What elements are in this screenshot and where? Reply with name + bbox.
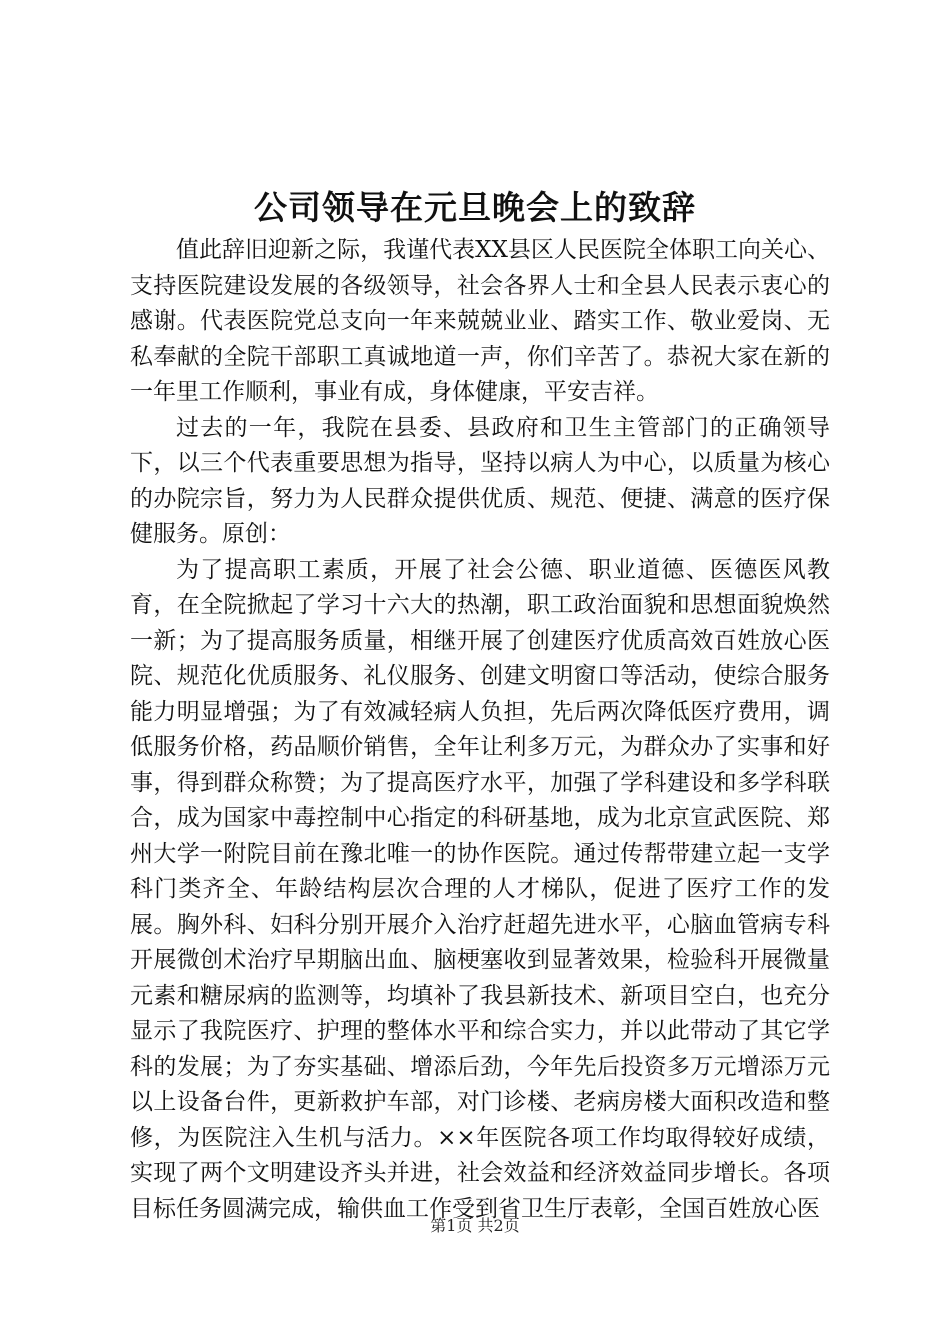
paragraph-achievements: 为了提高职工素质，开展了社会公德、职业道德、医德医风教育，在全院掀起了学习十六大的热潮，职工政治面貌和思想面貌焕然一新；为了提高服务质量，相继开展了创建医疗优质高效百姓放心医院、规范化优质服务、礼仪服务、创建文明窗口等活动，使综合服务能力明显增强；为了有效减轻病人负担，先后两次降低医疗费用，调低服务价格，药品顺价销售，全年让利多万元，为群众办了实事和好事，得到群众称赞；为了提高医疗水平，加强了学科建设和多学科联合，成为国家中毒控制中心指定的科研基地，成为北京宣武医院、郑州大学一附院目前在豫北唯一的协作医院。通过传帮带建立起一支学科门类齐全、年龄结构层次合理的人才梯队，促进了医疗工作的发展。胸外科、妇科分别开展介入治疗赶超先进水平，心脑血管病专科开展微创术治疗早期脑出血、脑梗塞收到显著效果，检验科开展微量元素和糖尿病的监测等，均填补了我县新技术、新项目空白，也充分显示了我院医疗、护理的整体水平和综合实力，并以此带动了其它学科的发展；为了夯实基础、增添后劲，今年先后投资多万元增添万元以上设备台件，更新救护车部，对门诊楼、老病房楼大面积改造和整修，为医院注入生机与活力。××年医院各项工作均取得较好成绩，实现了两个文明建设齐头并进，社会效益和经济效益同步增长。各项目标任务圆满完成，输供血工作受到省卫生厅表彰，全国百姓放心医 [130,556,830,1222]
paragraph-review: 过去的一年，我院在县委、县政府和卫生主管部门的正确领导下，以三个代表重要思想为指导，坚持以病人为中心，以质量为核心的办院宗旨，努力为人民群众提供优质、规范、便捷、满意的医疗保健服务。原创： [130,414,830,547]
document-title: 公司领导在元旦晚会上的致辞 [254,188,696,227]
paragraph-greeting: 值此辞旧迎新之际，我谨代表XX县区人民医院全体职工向关心、支持医院建设发展的各级领导，社会各界人士和全县人民表示衷心的感谢。代表医院党总支向一年来兢兢业业、踏实工作、敬业爱岗、无私奉献的全院干部职工真诚地道一声，你们辛苦了。恭祝大家在新的一年里工作顺利，事业有成，身体健康，平安吉祥。 [130,237,830,405]
page-footer: 第1页 共2页 [430,1216,520,1235]
document-body [130,233,830,1227]
